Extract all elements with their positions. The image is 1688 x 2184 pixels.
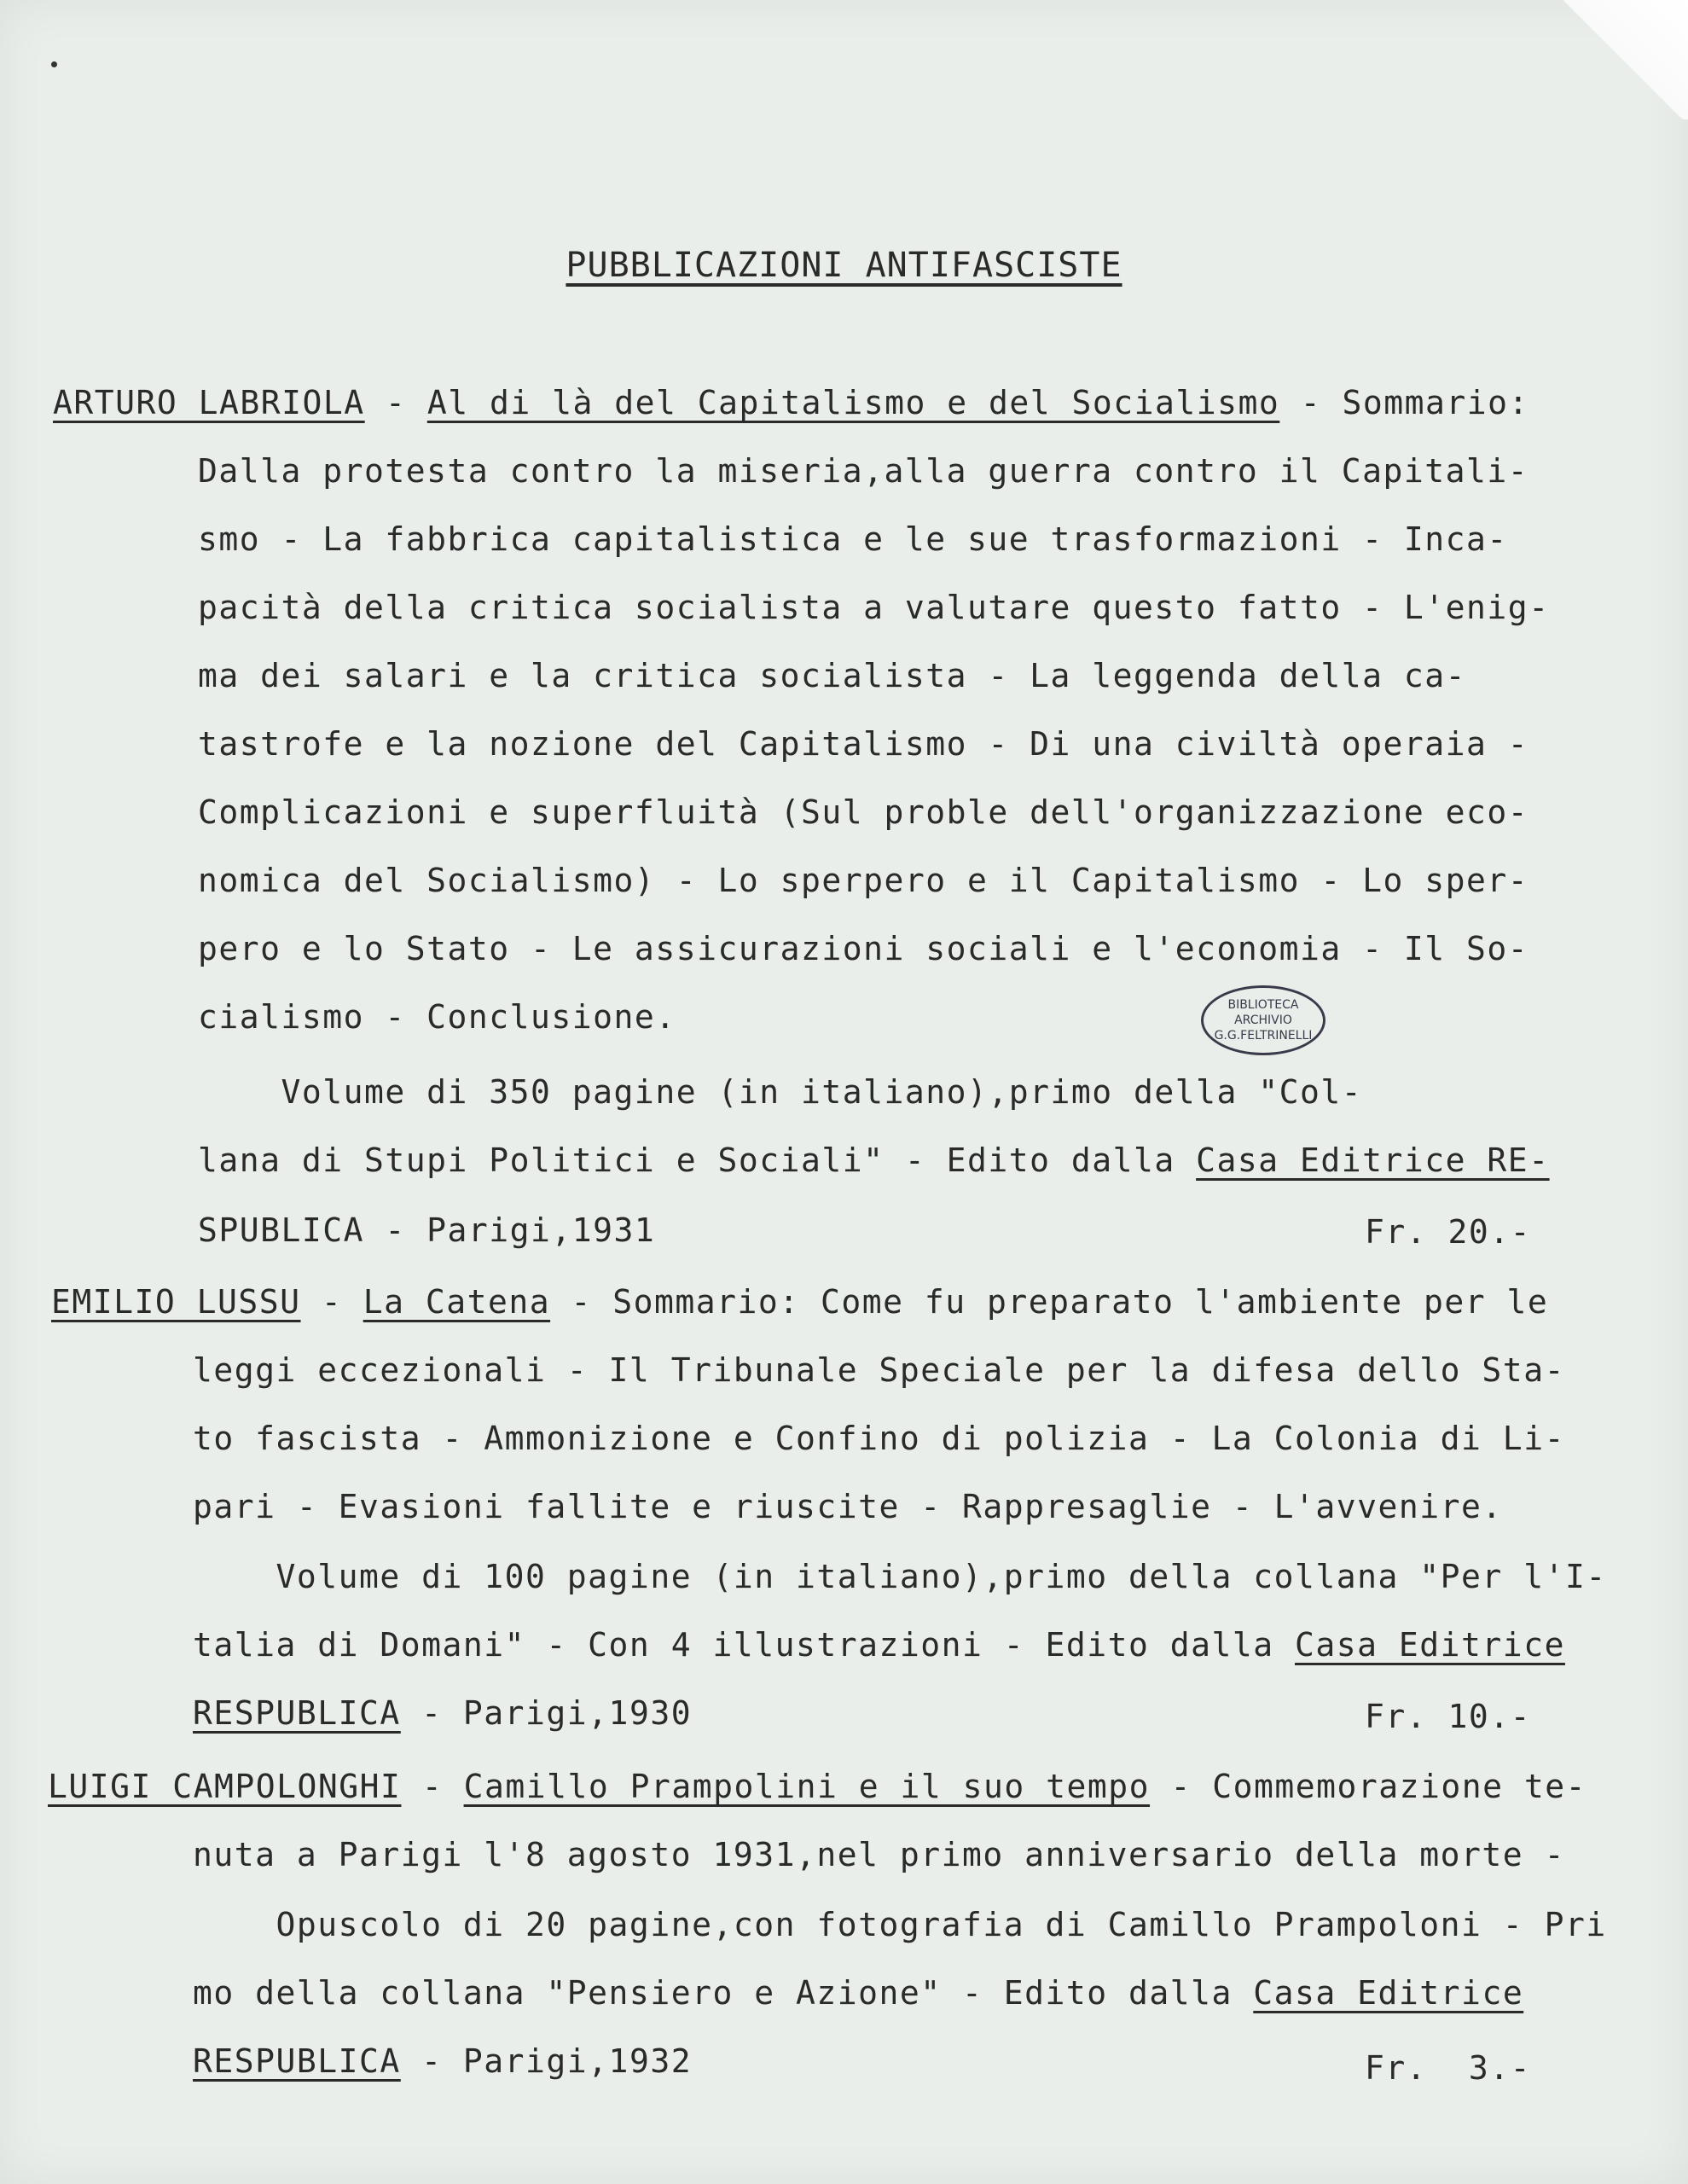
entry-3-header: LUIGI CAMPOLONGHI - Camillo Prampolini e il suo tempo - Commemorazione te- [48,1768,1587,1805]
entry-1-line: cialismo - Conclusione. [198,998,676,1036]
entry-3-publisher: Casa Editrice [1253,1974,1524,2012]
entry-1-publisher-line [198,1140,1550,1181]
entry-2-header: EMILIO LUSSU - La Catena - Sommario: Come fu preparato l'ambiente per le [51,1283,1549,1321]
entry-2-work: La Catena [363,1283,551,1321]
entry-1-line: Volume di 350 pagine (in italiano),primo della "Col- [198,1073,1363,1111]
entry-3-header-rest: Commemorazione te- [1191,1768,1587,1805]
entry-1-line: pero e lo Stato - Le assicurazioni sociali e l'economia - Il So- [198,930,1529,967]
entry-1-line: Complicazioni e superfluità (Sul proble dell'organizzazione eco- [198,793,1529,831]
entry-1-header: ARTURO LABRIOLA - Al di là del Capitalismo e del Socialismo - Sommario: [53,384,1529,421]
entry-2-publisher: Casa Editrice [1295,1626,1565,1664]
entry-3-imprint-text: - Parigi,1932 [400,2042,693,2080]
archive-stamp [1201,985,1325,1055]
entry-1-line: lana di Stupi Politici e Sociali" - Edito dalla [198,1141,1197,1179]
entry-1-line: ma dei salari e la critica socialista - La leggenda della ca- [198,657,1467,694]
entry-3-line: mo della collana "Pensiero e Azione" - Edito dalla [193,1974,1254,2012]
entry-3-publisher-line [193,1972,1523,2013]
entry-1-header-rest: - Sommario: [1279,384,1529,421]
stamp-line: ARCHIVIO [1234,1014,1292,1027]
document-title: PUBBLICAZIONI ANTIFASCISTE [566,246,1122,285]
entry-3-imprint [193,2041,692,2082]
entry-2-line: to fascista - Ammonizione e Confino di polizia - La Colonia di Li- [193,1420,1565,1457]
entry-2-imprint [193,1693,692,1734]
entry-3-line: nuta a Parigi l'8 agosto 1931,nel primo anniversario della morte - [193,1836,1565,1873]
entry-1-line: smo - La fabbrica capitalistica e le sue trasformazioni - Inca- [198,520,1508,558]
entry-1-line: pacità della critica socialista a valutare questo fatto - L'enig- [198,589,1550,626]
entry-2-line: pari - Evasioni fallite e riuscite - Rappresaglie - L'avvenire. [193,1488,1503,1525]
entry-2-publisher-cont: RESPUBLICA [193,1694,401,1732]
entry-2-line: Volume di 100 pagine (in italiano),primo della collana "Per l'I- [193,1558,1607,1595]
entry-3-work: Camillo Prampolini e il suo tempo [463,1768,1151,1805]
entry-3-publisher-cont: RESPUBLICA [193,2042,401,2080]
stamp-line: BIBLIOTECA [1227,998,1299,1012]
entry-1-imprint-text: SPUBLICA - Parigi,1931 [198,1211,656,1249]
entry-3-price: Fr. 3.- [1365,2049,1532,2087]
entry-2-price: Fr. 10.- [1365,1698,1532,1735]
entry-1-author: ARTURO LABRIOLA [53,384,365,421]
entry-1-line: nomica del Socialismo) - Lo sperpero e il Capitalismo - Lo sper- [198,862,1529,899]
entry-1-work: Al di là del Capitalismo e del Socialismo [426,384,1280,421]
entry-1-price: Fr. 20.- [1365,1213,1532,1251]
page-corner [1560,0,1688,119]
entry-1-publisher: Casa Editrice RE- [1196,1141,1550,1179]
entry-1-line: Dalla protesta contro la miseria,alla guerra contro il Capitali- [198,452,1529,490]
entry-3-author: LUIGI CAMPOLONGHI [48,1768,402,1805]
entry-2-line: talia di Domani" - Con 4 illustrazioni - Edito dalla [193,1626,1296,1664]
entry-3-line: Opuscolo di 20 pagine,con fotografia di Camillo Prampoloni - Pri [193,1906,1607,1943]
entry-2-header-rest: Sommario: Come fu preparato l'ambiente per le [591,1283,1549,1321]
entry-2-line: leggi eccezionali - Il Tribunale Speciale per la difesa dello Sta- [193,1351,1565,1389]
entry-1-line: tastrofe e la nozione del Capitalismo - Di una civiltà operaia - [198,725,1529,763]
stamp-line: G.G.FELTRINELLI [1214,1029,1313,1043]
entry-2-author: EMILIO LUSSU [51,1283,301,1321]
entry-2-imprint-text: - Parigi,1930 [400,1694,693,1732]
entry-1-imprint [198,1210,655,1251]
ink-dot [51,61,57,67]
entry-2-publisher-line [193,1624,1565,1665]
